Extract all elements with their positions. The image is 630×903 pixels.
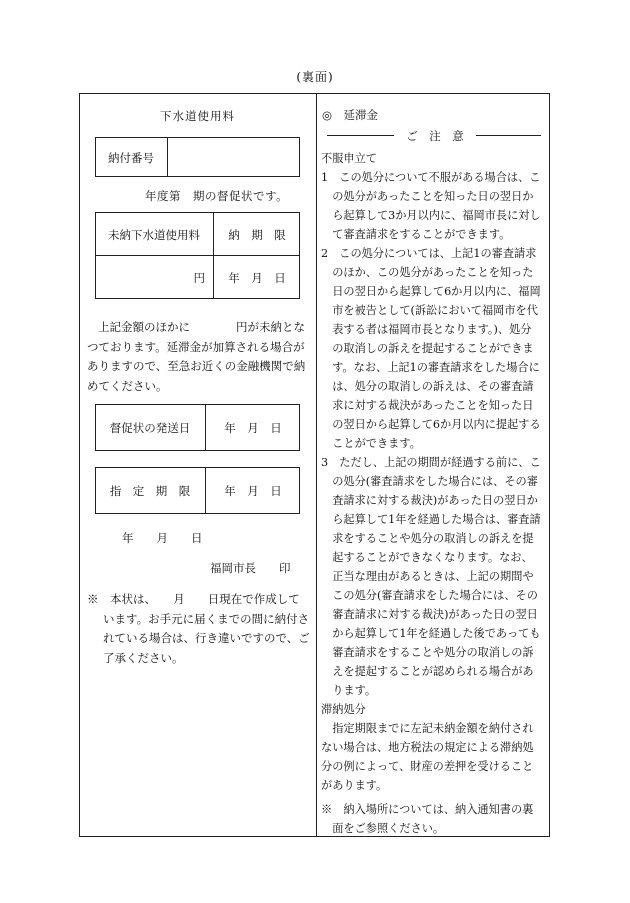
objection-line: えを提起することが認められる場合があ	[321, 665, 534, 678]
objection-line: ことができます。	[321, 437, 421, 450]
objection-section	[321, 149, 549, 795]
arrears-title: 滞納処分	[321, 703, 366, 716]
objection-line: 市を被告として(訴訟において福岡市を代	[321, 304, 538, 317]
objection-line: 正当な理由があるときは、上記の期間や	[321, 570, 534, 583]
deadline-value: 年 月 日	[224, 484, 282, 498]
objection-line: 表する者は福岡市長となります。)、処分	[321, 323, 532, 336]
objection-line: 3 ただし、上記の期間が経過する前に、こ	[321, 456, 541, 469]
objection-line: のほか、この処分があったことを知った	[321, 266, 534, 279]
objection-line: の処分があったことを知った日の翌日か	[321, 190, 534, 203]
issue-date-label: 督促状の発送日	[109, 421, 191, 435]
note-line: います。お手元に届くまでの間に納付さ	[103, 611, 310, 626]
late-fee-notice	[87, 318, 312, 396]
objection-line: 2 この処分については、上記1の審査請求	[321, 247, 537, 260]
mayor-line: 福岡市長 印	[210, 561, 291, 575]
objection-line: て審査請求をすることができます。	[321, 228, 511, 241]
objection-title: 不服申立て	[321, 152, 377, 165]
objection-line: から起算して1年を経過した後であっても	[321, 627, 541, 640]
amount-unit: 円	[193, 271, 205, 285]
objection-line: この処分(審査請求をした場合には、その	[321, 589, 538, 602]
payment-number-label: 納付番号	[108, 151, 154, 165]
notice-line: ありますので、至急お近くの金融機関で納	[87, 359, 306, 373]
payment-place-note	[321, 800, 549, 838]
arrears-line: 指定期限までに左記未納金額を納付され	[321, 722, 534, 735]
notice-line: 上記金額のほかに 円が未納とな	[98, 320, 305, 334]
bottom-note-line: ※ 納入場所については、納入通知書の裏	[321, 803, 534, 816]
objection-line: 日の翌日から起算して6か月以内に、福岡	[321, 285, 541, 298]
objection-line: ります。	[321, 684, 377, 697]
issue-date-value: 年 月 日	[224, 421, 282, 435]
notice-line: つております。延滞金が加算される場合が	[87, 339, 305, 354]
note-line: れている場合は、行き違いですので、ご	[103, 631, 310, 645]
payment-number-divider	[167, 137, 168, 177]
arrears-line: があります。	[321, 779, 388, 792]
note-line: 了承ください。	[103, 650, 184, 665]
form-title: 下水道使用料	[160, 109, 235, 123]
objection-line: は、処分の取消しの訴えは、その審査請	[321, 380, 534, 393]
objection-line: 起することができなくなります。なお、	[321, 551, 533, 564]
objection-line: 審査請求に対する裁決)があった日の翌日	[321, 608, 538, 621]
issue-date-line: 年 月 日	[122, 531, 203, 545]
note-line: ※ 本状は、 月 日現在で作成して	[87, 592, 300, 606]
notice-heading: ご 注 意	[406, 129, 464, 143]
status-note	[87, 590, 312, 668]
arrears-line: 分の例によって、財産の差押を受けること	[321, 760, 534, 773]
objection-line: ら起算して1年を経過した場合は、審査請	[321, 513, 541, 526]
notice-rule-left	[327, 135, 394, 136]
due-date-value: 年 月 日	[228, 271, 286, 285]
notice-rule-right	[476, 135, 541, 136]
arrears-line: ない場合は、地方税法の規定による滞納処	[321, 741, 534, 754]
objection-line: 求に対する裁決があったことを知った日	[321, 399, 534, 412]
objection-line: の処分(審査請求をした場合には、その審	[321, 475, 538, 488]
deadline-label: 指 定 期 限	[109, 484, 191, 498]
objection-line: の翌日から起算して6か月以内に提起する	[321, 418, 541, 431]
page-heading: (裏面)	[296, 70, 334, 84]
due-date-header: 納 期 限	[228, 228, 286, 242]
unpaid-fee-header: 未納下水道使用料	[108, 228, 200, 242]
unpaid-fee-table-hdivider	[95, 255, 300, 256]
late-fee-label: ◎ 延滞金	[322, 108, 379, 122]
objection-line: す。なお、上記1の審査請求をした場合に	[321, 361, 540, 374]
objection-line: 1 この処分について不服がある場合は、こ	[321, 171, 541, 184]
objection-line: の取消しの訴えを提起することができま	[321, 342, 534, 355]
column-divider	[316, 93, 317, 837]
objection-line: ら起算して3か月以内に、福岡市長に対し	[321, 209, 541, 222]
bottom-note-line: 面をご参照ください。	[321, 822, 445, 835]
objection-line: 審査請求をすることや処分の取消しの訴	[321, 646, 534, 659]
objection-line: 査請求に対する裁決)があった日の翌日か	[321, 494, 538, 507]
notice-line: めてください。	[87, 378, 168, 393]
reminder-line: 年度第 期の督促状です。	[145, 189, 289, 203]
objection-line: 求をすることや処分の取消しの訴えを提	[321, 532, 534, 545]
